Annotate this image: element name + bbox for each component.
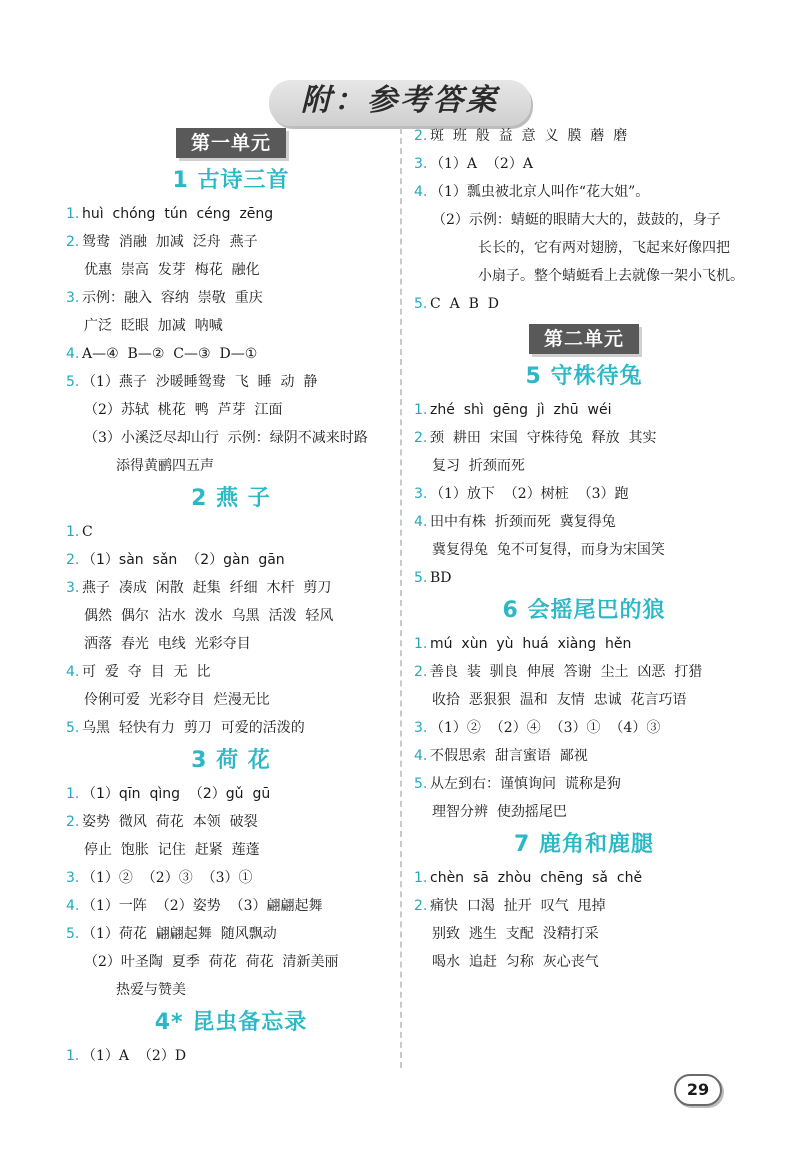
answer-number: 2. <box>66 234 80 250</box>
answer-text: 田中有株 折颈而死 冀复得兔 <box>430 514 616 530</box>
answer-text: 鸳鸯 消融 加减 泛舟 燕子 <box>82 234 258 250</box>
answer-number: 1. <box>414 402 428 418</box>
page-title: 附：参考答案 <box>261 74 539 128</box>
answer-text: zhé shì gēng jì zhū wéi <box>430 402 612 418</box>
answer-text: 燕子 凑成 闲散 赶集 纤细 木杆 剪刀 <box>82 580 332 596</box>
answer-number: 2. <box>66 552 80 568</box>
answer-line <box>414 122 754 150</box>
answer-line <box>66 518 396 546</box>
answer-line <box>66 284 396 312</box>
answer-line <box>66 228 396 256</box>
lesson-title: 7 鹿角和鹿腿 <box>514 832 654 857</box>
answer-line <box>414 452 754 480</box>
answer-line <box>66 920 396 948</box>
answer-text: 优惠 崇高 发芽 梅花 融化 <box>84 262 260 278</box>
answer-text: 乌黑 轻快有力 剪刀 可爱的活泼的 <box>82 720 305 736</box>
answer-text: （1）瓢虫被北京人叫作“花大姐”。 <box>430 184 650 200</box>
unit-header: 第一单元 <box>176 128 286 158</box>
answer-text: （2）叶圣陶 夏季 荷花 荷花 清新美丽 <box>84 954 339 970</box>
answer-line <box>414 178 754 206</box>
answer-text: 收拾 恶狠狠 温和 友情 忠诚 花言巧语 <box>432 692 687 708</box>
answer-text: 不假思索 甜言蜜语 鄙视 <box>430 748 588 764</box>
answer-text: （1）荷花 翩翩起舞 随风飘动 <box>82 926 277 942</box>
answer-text: mú xùn yù huá xiàng hěn <box>430 636 632 652</box>
answer-text: A—④ B—② C—③ D—① <box>82 346 258 362</box>
lesson-title: 6 会摇尾巴的狼 <box>502 598 666 623</box>
page-title-wrap <box>0 74 800 128</box>
answer-number: 4. <box>414 184 428 200</box>
answer-number: 1. <box>414 636 428 652</box>
answer-text: 颈 耕田 宋国 守株待兔 释放 其实 <box>430 430 657 446</box>
answer-number: 4. <box>66 664 80 680</box>
answer-line <box>66 424 396 452</box>
answer-line <box>66 452 396 480</box>
answer-number: 2. <box>66 814 80 830</box>
answer-text: 小扇子。整个蜻蜓看上去就像一架小飞机。 <box>478 268 744 284</box>
answer-text: 伶俐可爱 光彩夺目 烂漫无比 <box>84 692 270 708</box>
answer-text: 洒落 春光 电线 光彩夺目 <box>84 636 251 652</box>
answer-text: 添得黄鹂四五声 <box>116 458 214 474</box>
answer-number: 5. <box>414 570 428 586</box>
answer-text: 冀复得兔 兔不可复得，而身为宋国笑 <box>432 542 665 558</box>
answer-number: 5. <box>414 776 428 792</box>
answer-line <box>414 150 754 178</box>
answer-number: 3. <box>66 290 80 306</box>
answer-number: 5. <box>66 926 80 942</box>
answer-number: 3. <box>414 720 428 736</box>
answer-text: BD <box>430 570 452 586</box>
answer-number: 2. <box>414 898 428 914</box>
answer-number: 3. <box>66 870 80 886</box>
answer-text: 痛快 口渴 扯开 叹气 甩掉 <box>430 898 606 914</box>
answer-number: 1. <box>66 1048 80 1064</box>
answer-number: 3. <box>414 156 428 172</box>
answer-number: 3. <box>414 486 428 502</box>
answer-line <box>414 658 754 686</box>
answer-line <box>66 892 396 920</box>
unit-header: 第二单元 <box>529 324 639 354</box>
answer-text: 从左到右：谨慎询问 谎称是狗 <box>430 776 621 792</box>
answer-line <box>414 480 754 508</box>
answer-text: （1）燕子 沙暖睡鸳鸯 飞 睡 动 静 <box>82 374 318 390</box>
answer-line <box>66 1042 396 1070</box>
answer-line <box>414 424 754 452</box>
answer-line <box>66 686 396 714</box>
answer-text: （1）一阵 （2）姿势 （3）翩翩起舞 <box>82 898 323 914</box>
column-divider <box>400 128 402 1068</box>
answer-text: （1）A （2）A <box>430 156 533 172</box>
answer-text: 复习 折颈而死 <box>432 458 525 474</box>
answer-line <box>414 864 754 892</box>
answer-line <box>414 396 754 424</box>
answer-line <box>66 200 396 228</box>
answer-line <box>66 658 396 686</box>
answer-line <box>414 206 754 234</box>
lesson-title: 3 荷 花 <box>191 748 271 773</box>
answer-line <box>66 602 396 630</box>
answer-line <box>414 536 754 564</box>
answer-number: 4. <box>66 898 80 914</box>
answer-text: （1）sàn sǎn （2）gàn gān <box>82 552 285 568</box>
answer-number: 3. <box>66 580 80 596</box>
answer-line <box>66 948 396 976</box>
answer-line <box>66 976 396 1004</box>
answer-text: C <box>82 524 93 540</box>
lesson-title: 4* 昆虫备忘录 <box>154 1010 308 1035</box>
page-number: 29 <box>674 1074 722 1106</box>
answer-text: （1）放下 （2）树桩 （3）跑 <box>430 486 629 502</box>
answer-text: C A B D <box>430 296 500 312</box>
answer-number: 1. <box>66 206 80 222</box>
answer-line <box>66 340 396 368</box>
answer-text: 停止 饱胀 记住 赶紧 莲蓬 <box>84 842 260 858</box>
answer-text: （1）② （2）③ （3）① <box>82 870 253 886</box>
answer-number: 4. <box>414 748 428 764</box>
answer-text: （2）示例：蜻蜓的眼睛大大的，鼓鼓的，身子 <box>432 212 721 228</box>
answer-number: 1. <box>66 786 80 802</box>
answer-line <box>66 808 396 836</box>
answer-line <box>414 290 754 318</box>
answer-line <box>66 630 396 658</box>
answer-text: （3）小溪泛尽却山行 示例：绿阴不减来时路 <box>84 430 368 446</box>
answer-number: 5. <box>414 296 428 312</box>
answer-line <box>414 770 754 798</box>
answer-text: 理智分辨 使劲摇尾巴 <box>432 804 567 820</box>
answer-line <box>414 948 754 976</box>
answer-text: 示例：融入 容纳 崇敬 重庆 <box>82 290 263 306</box>
answer-line <box>66 396 396 424</box>
answer-number: 4. <box>66 346 80 362</box>
answer-text: 热爱与赞美 <box>116 982 186 998</box>
answer-line <box>414 714 754 742</box>
answer-line <box>414 564 754 592</box>
answer-line <box>414 508 754 536</box>
answer-text: 别致 逃生 支配 没精打采 <box>432 926 599 942</box>
answer-text: chèn sā zhòu chēng sǎ chě <box>430 870 643 886</box>
answer-line <box>414 920 754 948</box>
answer-text: 善良 装 驯良 伸展 答谢 尘土 凶恶 打猎 <box>430 664 703 680</box>
answer-text: （2）苏轼 桃花 鸭 芦芽 江面 <box>84 402 283 418</box>
answer-line <box>66 368 396 396</box>
answer-number: 5. <box>66 720 80 736</box>
answer-line <box>414 686 754 714</box>
answer-line <box>414 742 754 770</box>
answer-line <box>414 630 754 658</box>
answer-text: 可 爱 夺 目 无 比 <box>82 664 211 680</box>
right-column <box>414 122 754 976</box>
answer-number: 4. <box>414 514 428 530</box>
answer-line <box>66 312 396 340</box>
answer-number: 1. <box>66 524 80 540</box>
answer-number: 2. <box>414 128 428 144</box>
answer-text: huì chóng tún céng zēng <box>82 206 274 222</box>
answer-number: 1. <box>414 870 428 886</box>
answer-number: 5. <box>66 374 80 390</box>
answer-line <box>414 234 754 262</box>
answer-line <box>414 262 754 290</box>
answer-line <box>66 780 396 808</box>
answer-text: （1）qīn qìng （2）gǔ gū <box>82 786 271 802</box>
answer-line <box>66 546 396 574</box>
answer-line <box>66 256 396 284</box>
answer-line <box>414 798 754 826</box>
lesson-title: 2 燕 子 <box>191 486 271 511</box>
answer-line <box>66 864 396 892</box>
answer-line <box>66 574 396 602</box>
answer-text: 喝水 追赶 匀称 灰心丧气 <box>432 954 599 970</box>
answer-text: 长长的，它有两对翅膀，飞起来好像四把 <box>478 240 730 256</box>
answer-number: 2. <box>414 664 428 680</box>
answer-number: 2. <box>414 430 428 446</box>
answer-line <box>66 714 396 742</box>
answer-text: 广泛 眨眼 加减 呐喊 <box>84 318 223 334</box>
lesson-title: 5 守株待兔 <box>525 364 643 389</box>
answer-text: （1）② （2）④ （3）① （4）③ <box>430 720 661 736</box>
answer-line <box>414 892 754 920</box>
answer-text: （1）A （2）D <box>82 1048 187 1064</box>
answer-text: 偶然 偶尔 沾水 泼水 乌黑 活泼 轻风 <box>84 608 334 624</box>
answer-line <box>66 836 396 864</box>
answer-text: 斑 班 般 益 意 义 膜 蘑 磨 <box>430 128 628 144</box>
answer-text: 姿势 微风 荷花 本领 破裂 <box>82 814 258 830</box>
lesson-title: 1 古诗三首 <box>172 168 290 193</box>
left-column <box>66 122 396 1070</box>
